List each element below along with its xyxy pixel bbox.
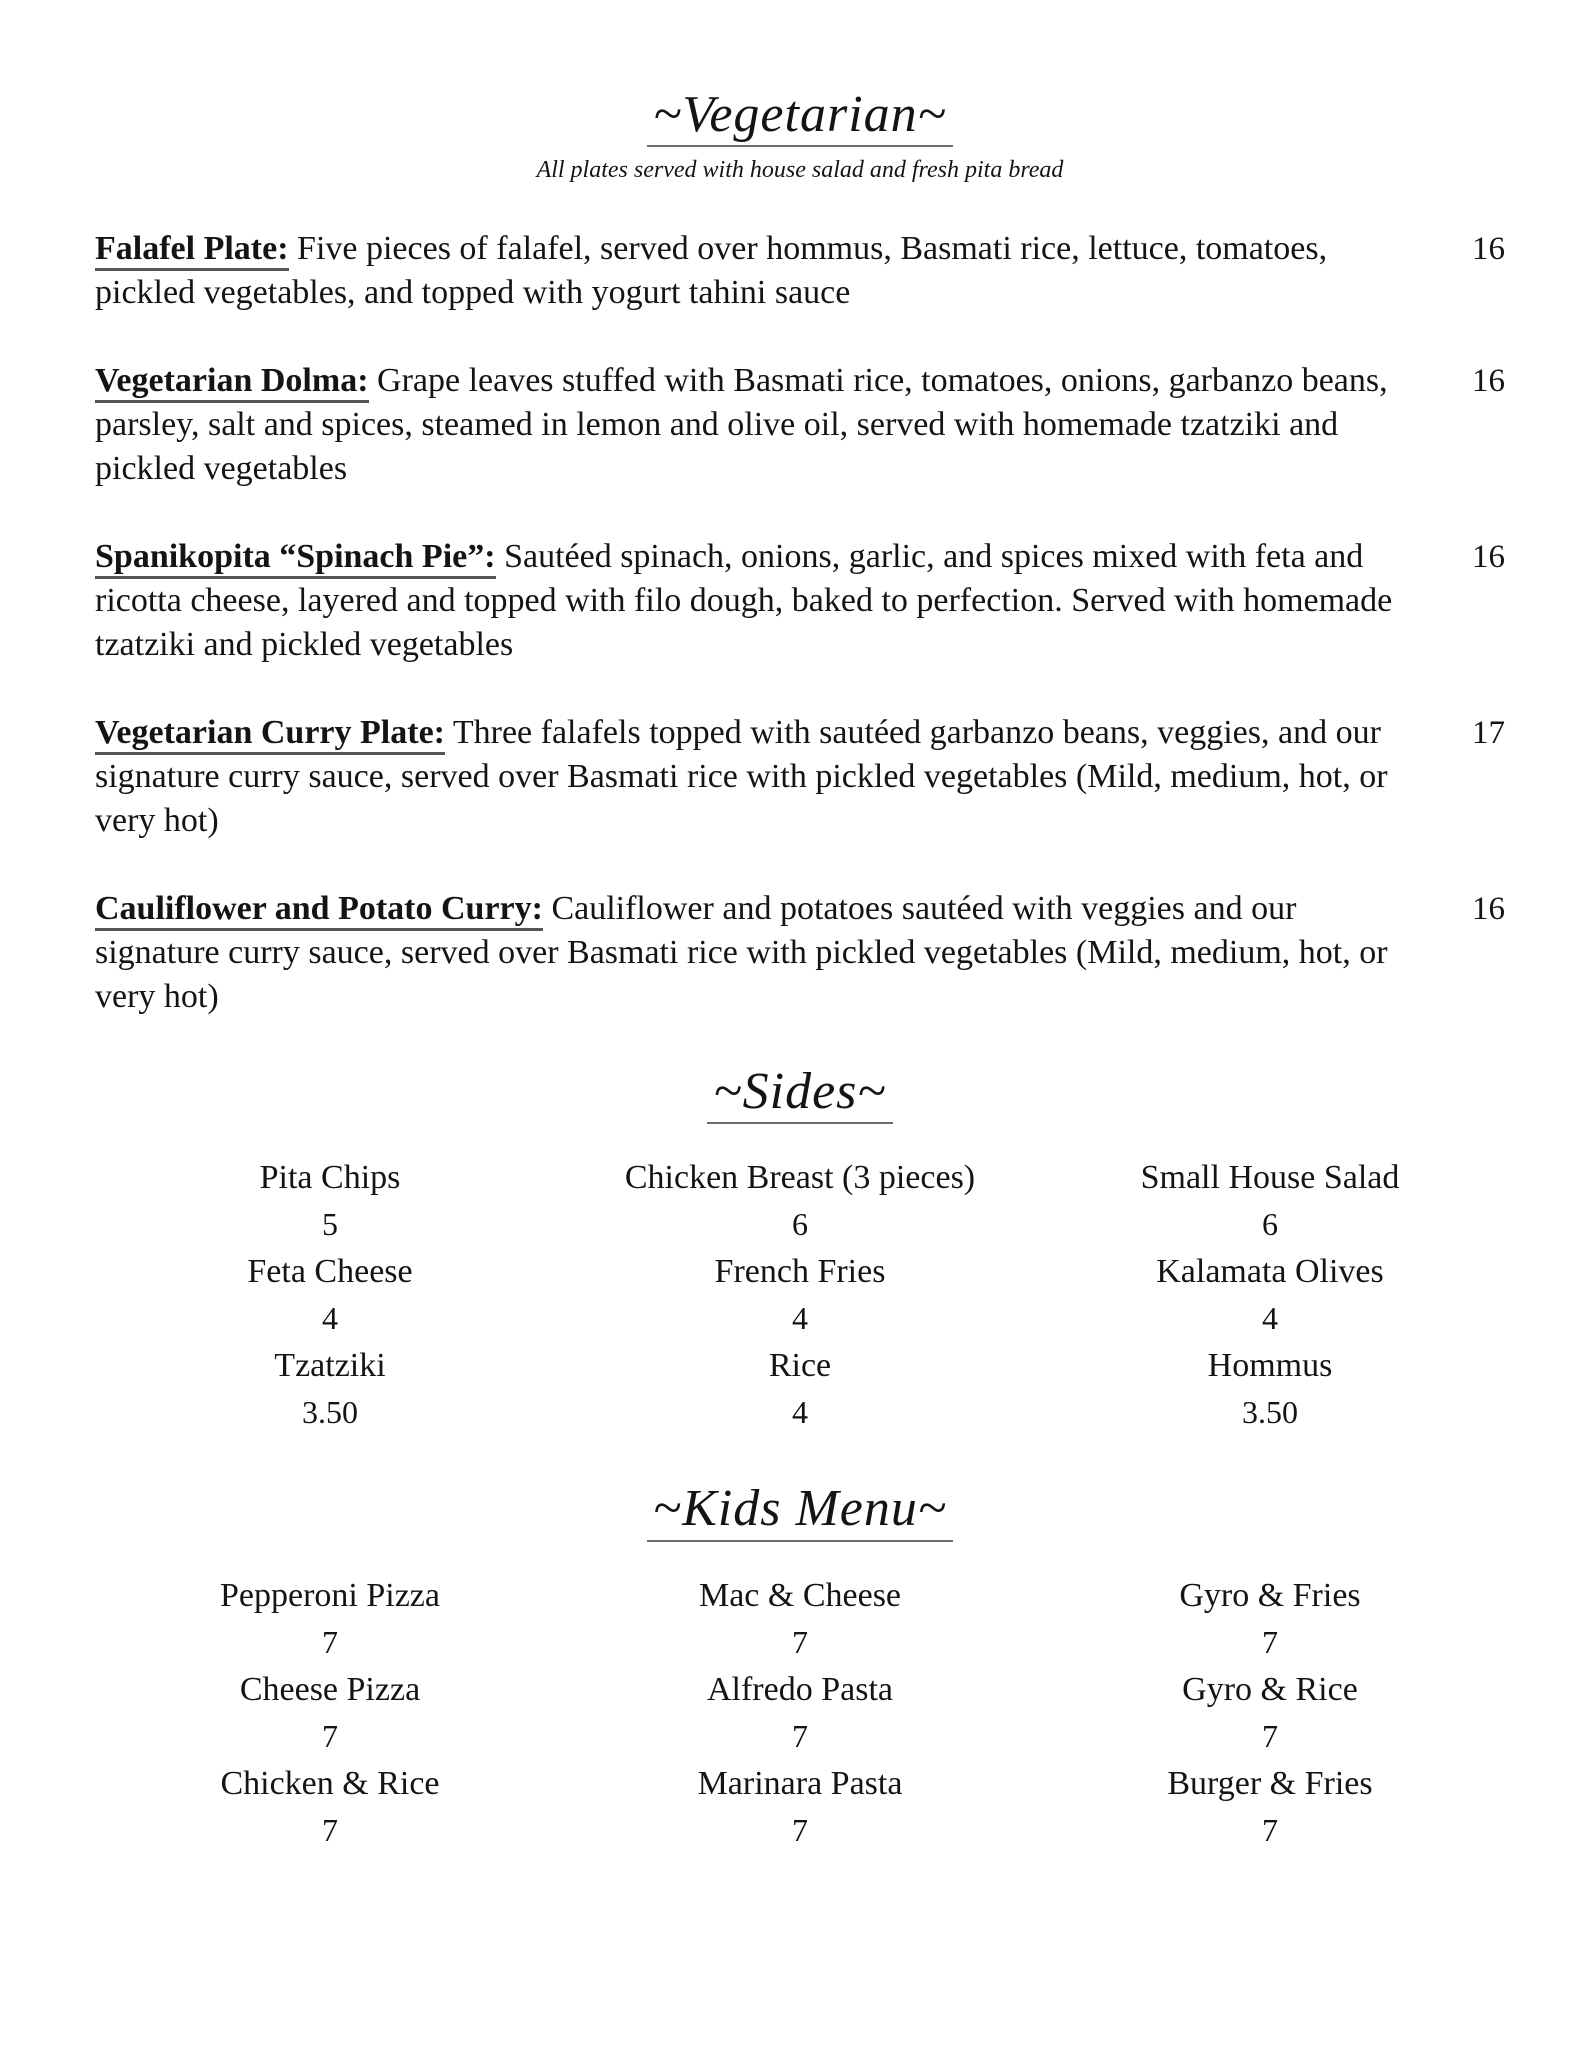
menu-item-price: 16 — [1472, 231, 1505, 268]
sides-section — [95, 1063, 1505, 1436]
side-item-hommus: Hommus — [1207, 1347, 1333, 1385]
side-item-rice: Rice — [768, 1347, 832, 1385]
vegetarian-items — [95, 227, 1505, 1019]
kids-item-marinara-pasta: Marinara Pasta — [697, 1764, 903, 1802]
kids-menu-header — [95, 1480, 1505, 1541]
menu-item-text — [95, 359, 1447, 491]
side-item-french-fries: French Fries — [714, 1253, 886, 1291]
kids-item-price: 7 — [1262, 1623, 1278, 1660]
kids-menu-section — [95, 1480, 1505, 1853]
kids-item-price: 7 — [322, 1717, 338, 1754]
kids-column-1 — [95, 1572, 565, 1854]
side-item-price: 3.50 — [1242, 1394, 1298, 1431]
kids-item-price: 7 — [792, 1717, 808, 1754]
side-item-chicken-breast: Chicken Breast (3 pieces) — [624, 1159, 976, 1197]
kids-item-price: 7 — [322, 1811, 338, 1848]
side-item-tzatziki: Tzatziki — [274, 1347, 386, 1385]
side-item-price: 6 — [1262, 1206, 1278, 1243]
menu-item-description: Cauliflower and potatoes sautéed with veggies and our signature curry sauce, served over Basmati rice with pickled vegetables (Mild, medium, hot, or very hot) — [95, 890, 1388, 1016]
kids-item-chicken-rice: Chicken & Rice — [220, 1764, 440, 1802]
sides-column-2 — [565, 1154, 1035, 1436]
kids-item-price: 7 — [792, 1811, 808, 1848]
kids-item-mac-cheese: Mac & Cheese — [698, 1576, 902, 1614]
kids-item-price: 7 — [1262, 1811, 1278, 1848]
menu-item-falafel-plate — [95, 227, 1505, 315]
vegetarian-section — [95, 86, 1505, 1019]
menu-item-spanikopita-spinach-pie — [95, 535, 1505, 667]
sides-grid — [95, 1154, 1505, 1436]
menu-item-description: Three falafels topped with sautéed garbanzo beans, veggies, and our signature curry sauce, served over Basmati rice with pickled vegetables (Mild, medium, hot, or very hot) — [95, 714, 1388, 840]
kids-item-price: 7 — [322, 1623, 338, 1660]
sides-header — [95, 1063, 1505, 1124]
menu-item-description: Sautéed spinach, onions, garlic, and spices mixed with feta and ricotta cheese, layered and topped with filo dough, baked to perfection. Served with homemade tzatziki and pickled vegetables — [95, 538, 1393, 664]
side-item-kalamata-olives: Kalamata Olives — [1156, 1253, 1384, 1291]
kids-item-price: 7 — [1262, 1717, 1278, 1754]
menu-item-name: Falafel Plate: — [95, 230, 289, 271]
side-item-price: 4 — [1262, 1300, 1278, 1337]
menu-item-description: Grape leaves stuffed with Basmati rice, tomatoes, onions, garbanzo beans, parsley, salt and spices, steamed in lemon and olive oil, served with homemade tzatziki and pickled vegetables — [95, 362, 1388, 488]
side-item-price: 4 — [792, 1394, 808, 1431]
kids-menu-grid — [95, 1572, 1505, 1854]
side-item-feta-cheese: Feta Cheese — [247, 1253, 413, 1291]
kids-item-gyro-fries: Gyro & Fries — [1179, 1576, 1361, 1614]
menu-item-vegetarian-curry-plate — [95, 711, 1505, 843]
side-item-price: 4 — [322, 1300, 338, 1337]
menu-item-text — [95, 227, 1447, 315]
menu-item-name: Vegetarian Dolma: — [95, 362, 369, 403]
kids-item-gyro-rice: Gyro & Rice — [1182, 1670, 1358, 1708]
side-item-price: 6 — [792, 1206, 808, 1243]
menu-item-text — [95, 711, 1447, 843]
side-item-price: 5 — [322, 1206, 338, 1243]
kids-menu-section-title: ~Kids Menu~ — [647, 1480, 953, 1541]
kids-item-burger-fries: Burger & Fries — [1167, 1764, 1373, 1802]
kids-item-pepperoni-pizza: Pepperoni Pizza — [220, 1576, 440, 1614]
kids-item-alfredo-pasta: Alfredo Pasta — [706, 1670, 893, 1708]
side-item-price: 4 — [792, 1300, 808, 1337]
menu-item-price: 16 — [1472, 363, 1505, 400]
menu-item-cauliflower-potato-curry — [95, 887, 1505, 1019]
menu-item-price: 16 — [1472, 891, 1505, 928]
sides-column-3 — [1035, 1154, 1505, 1436]
vegetarian-section-subtitle: All plates served with house salad and fresh pita bread — [536, 157, 1064, 184]
menu-item-text — [95, 535, 1447, 667]
side-item-pita-chips: Pita Chips — [259, 1159, 401, 1197]
menu-item-vegetarian-dolma — [95, 359, 1505, 491]
side-item-price: 3.50 — [302, 1394, 358, 1431]
vegetarian-section-title: ~Vegetarian~ — [647, 86, 953, 147]
kids-item-cheese-pizza: Cheese Pizza — [239, 1670, 421, 1708]
menu-item-description: Five pieces of falafel, served over hommus, Basmati rice, lettuce, tomatoes, pickled vegetables, and topped with yogurt tahini sauce — [95, 230, 1328, 312]
vegetarian-header — [95, 86, 1505, 185]
menu-item-price: 16 — [1472, 539, 1505, 576]
kids-item-price: 7 — [792, 1623, 808, 1660]
menu-item-name: Vegetarian Curry Plate: — [95, 714, 445, 755]
menu-item-name: Cauliflower and Potato Curry: — [95, 890, 543, 931]
kids-column-3 — [1035, 1572, 1505, 1854]
kids-column-2 — [565, 1572, 1035, 1854]
sides-column-1 — [95, 1154, 565, 1436]
menu-item-price: 17 — [1472, 715, 1505, 752]
menu-item-name: Spanikopita “Spinach Pie”: — [95, 538, 496, 579]
menu-item-text — [95, 887, 1447, 1019]
side-item-small-house-salad: Small House Salad — [1140, 1159, 1400, 1197]
sides-section-title: ~Sides~ — [707, 1063, 892, 1124]
